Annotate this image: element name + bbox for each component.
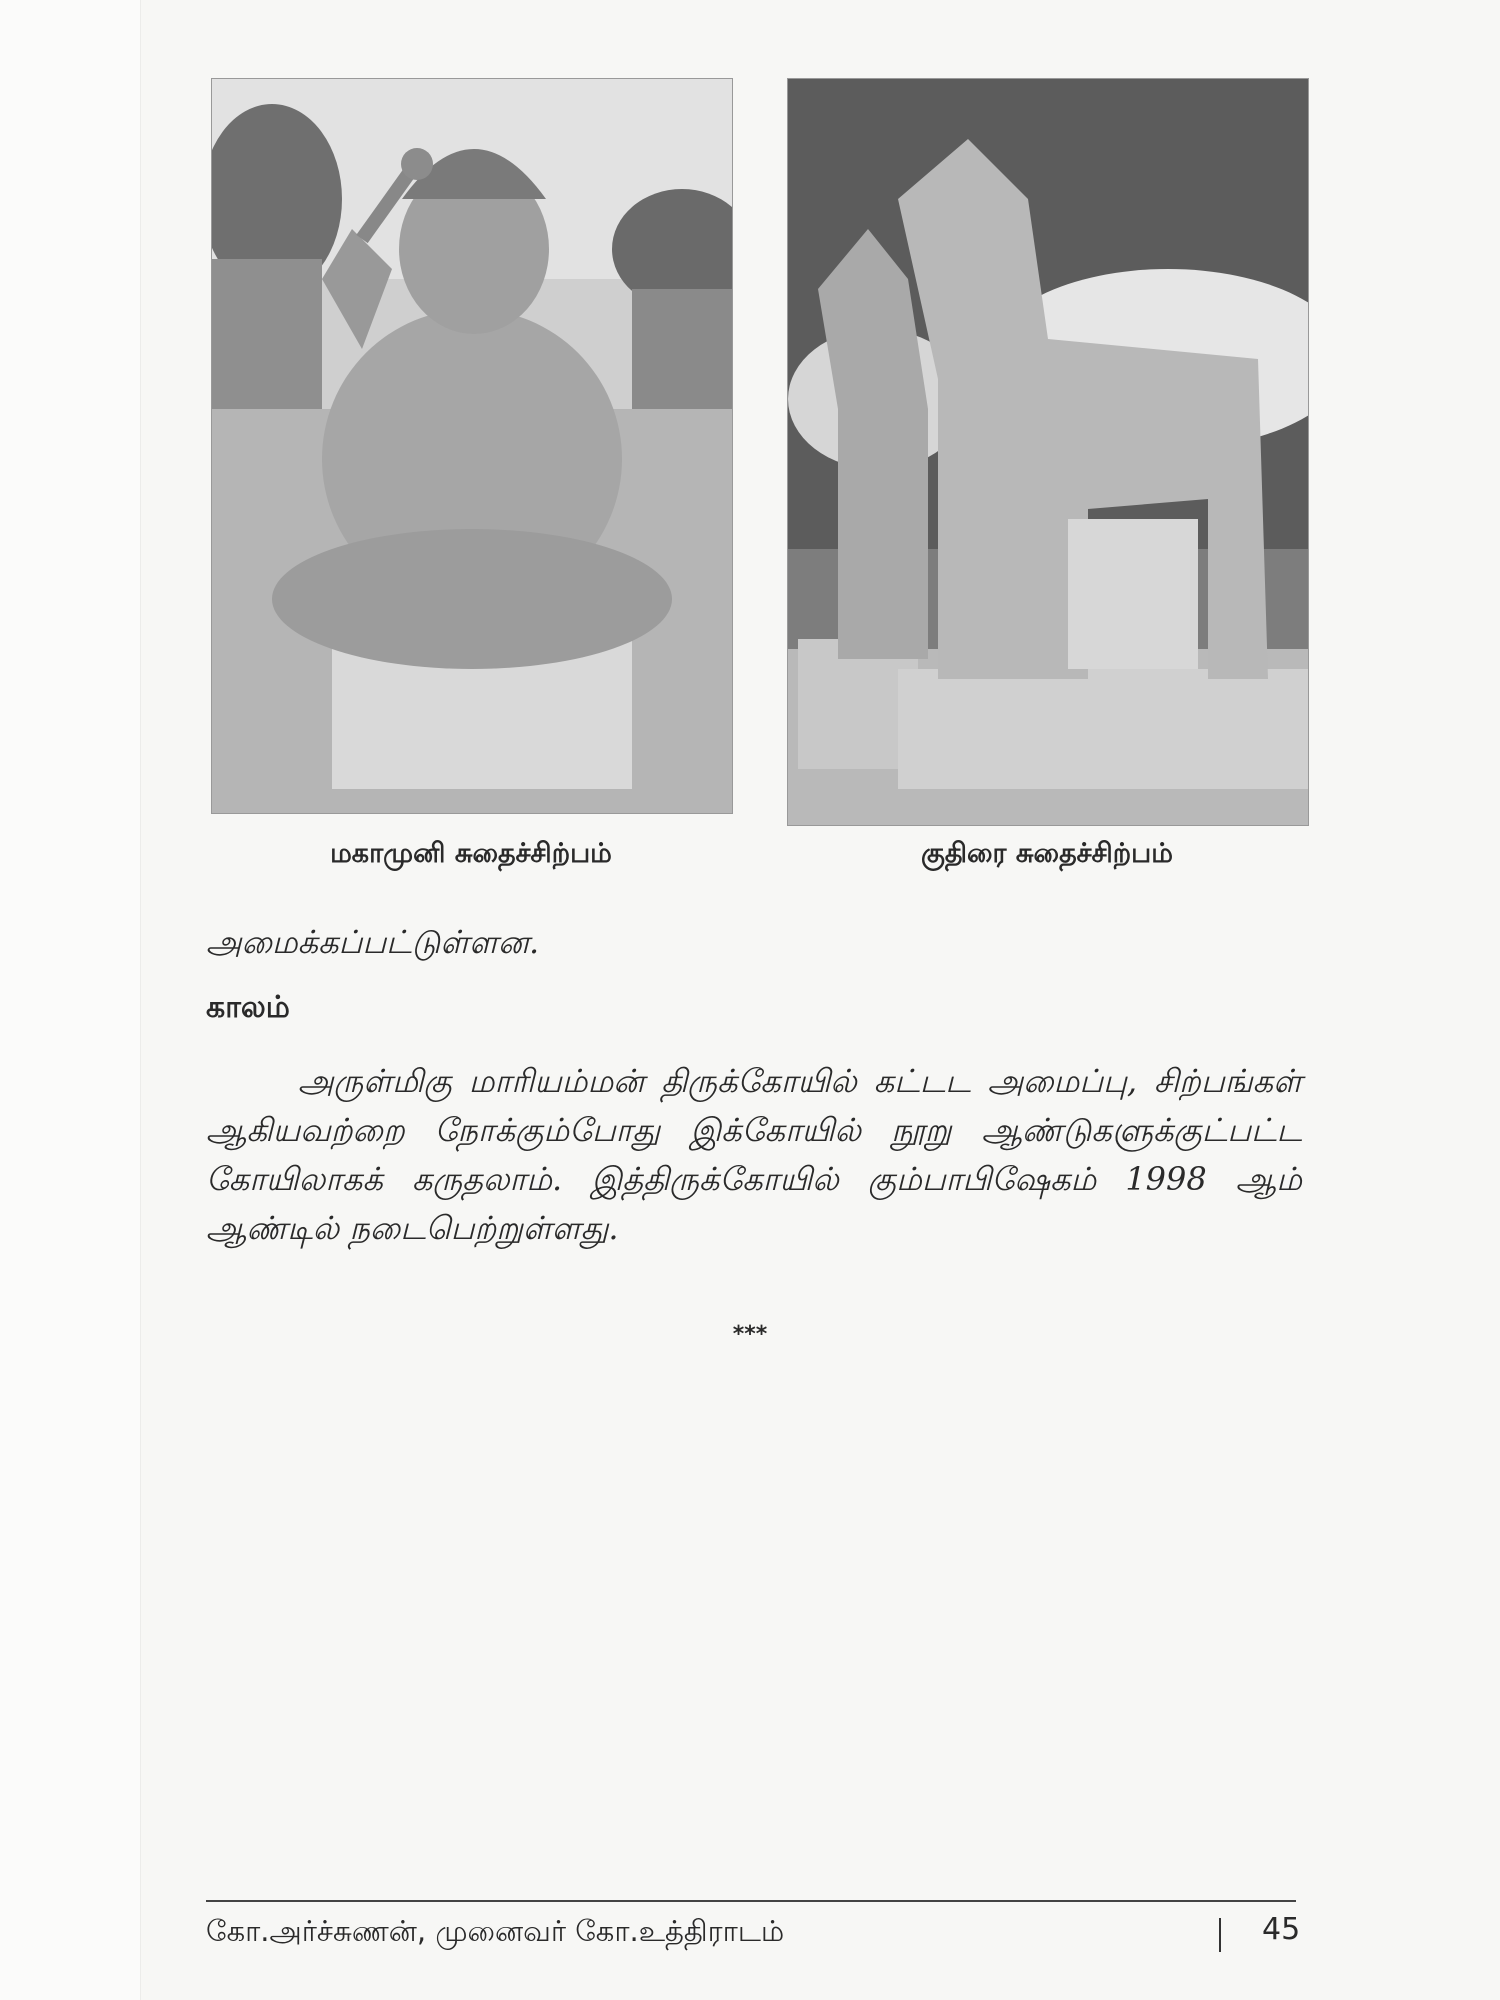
footer-divider (206, 1900, 1296, 1902)
section-end-mark: *** (732, 1322, 768, 1347)
page-margin (0, 0, 141, 2000)
mahamuni-sculpture-photo (211, 78, 733, 814)
section-heading: காலம் (206, 990, 290, 1025)
section-paragraph: அருள்மிகு மாரியம்மன் திருக்கோயில் கட்டட அமைப்பு, சிற்பங்கள் ஆகியவற்றை நோக்கும்போது இக்கோயில் நூறு ஆண்டுகளுக்குட்பட்ட கோயிலாகக் கருதலாம். இத்திருக்கோயில் கும்பாபிஷேகம் 1998 ஆம் ஆண்டில் நடைபெற்றுள்ளது. (206, 1062, 1302, 1247)
page-number: 45 (1262, 1912, 1301, 1947)
footer-authors: கோ.அர்ச்சுணன், முனைவர் கோ.உத்திராடம் (206, 1914, 785, 1948)
footer-separator (1219, 1918, 1221, 1952)
continuation-text: அமைக்கப்பட்டுள்ளன. (206, 923, 540, 961)
horse-sculpture-photo (787, 78, 1309, 826)
figure-caption-left: மகாமுனி சுதைச்சிற்பம் (330, 838, 612, 869)
figure-caption-right: குதிரை சுதைச்சிற்பம் (921, 838, 1173, 869)
